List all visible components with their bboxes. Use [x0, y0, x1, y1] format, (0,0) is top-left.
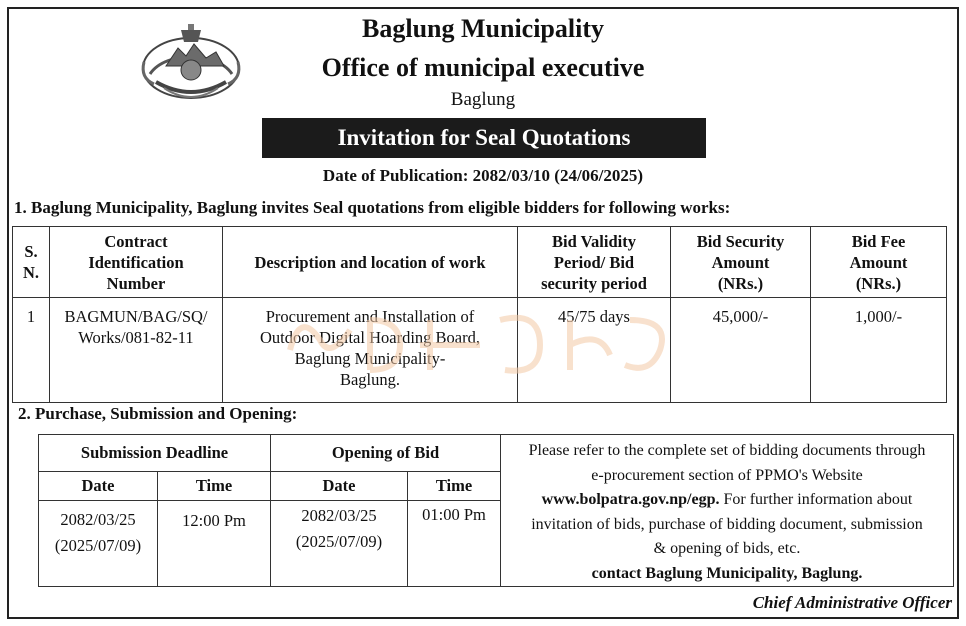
reference-line4: invitation of bids, purchase of bidding document, submission — [531, 515, 923, 533]
submission-header-row — [39, 435, 954, 472]
open-date-label: Date — [271, 471, 408, 500]
sub-date-label: Date — [39, 471, 158, 500]
row-description-line2: Outdoor Digital Hoarding Board, — [260, 328, 480, 347]
col-contract — [50, 227, 223, 298]
row-description-line3: Baglung Municipality- — [294, 349, 446, 368]
row-sn: 1 — [13, 298, 50, 403]
submission-time: 12:00 Pm — [158, 500, 271, 586]
col-validity — [518, 227, 671, 298]
col-contract-line2: Identification — [88, 252, 184, 272]
col-security-line2: Amount — [711, 252, 770, 272]
col-fee-line3: (NRs.) — [855, 273, 902, 293]
reference-line5: & opening of bids, etc. — [653, 540, 801, 557]
website-link[interactable]: www.bolpatra.gov.np/egp. — [541, 491, 720, 508]
row-validity: 45/75 days — [518, 298, 671, 403]
works-table — [12, 226, 947, 403]
col-fee — [811, 227, 947, 298]
opening-heading: Opening of Bid — [271, 435, 501, 472]
submission-date-ad: (2025/07/09) — [54, 535, 142, 555]
row-contract-line2: Works/081-82-11 — [78, 328, 194, 347]
col-validity-line1: Bid Validity — [552, 231, 636, 251]
location-title: Baglung — [450, 89, 516, 110]
works-header-row — [13, 227, 947, 298]
section1-title: 1. Baglung Municipality, Baglung invites Seal quotations from eligible bidders for following works: — [14, 198, 731, 217]
submission-date-bs: 2082/03/25 — [60, 509, 136, 529]
row-description-line4: Baglung. — [339, 370, 401, 389]
col-sn — [13, 227, 50, 298]
col-fee-line2: Amount — [849, 252, 908, 272]
row-description-line1: Procurement and Installation of — [265, 307, 475, 326]
row-fee: 1,000/- — [811, 298, 947, 403]
reference-line1: Please refer to the complete set of bidding documents through — [528, 442, 926, 459]
submission-deadline-heading: Submission Deadline — [39, 435, 271, 472]
table-row — [13, 298, 947, 403]
col-security-line1: Bid Security — [696, 231, 785, 251]
row-description — [223, 298, 518, 403]
col-security-line3: (NRs.) — [717, 273, 764, 293]
signature-title: Chief Administrative Officer — [752, 593, 952, 612]
opening-date-ad: (2025/07/09) — [295, 531, 383, 551]
row-contract-line1: BAGMUN/BAG/SQ/ — [64, 307, 208, 326]
col-fee-line1: Bid Fee — [851, 231, 906, 251]
sub-time-label: Time — [158, 471, 271, 500]
reference-line2: e-procurement section of PPMO's Website — [591, 466, 863, 484]
reference-contact: contact Baglung Municipality, Baglung. — [591, 564, 863, 582]
municipality-title: Baglung Municipality — [362, 14, 604, 43]
submission-table — [38, 434, 954, 587]
section2-title: 2. Purchase, Submission and Opening: — [18, 404, 298, 423]
col-security — [671, 227, 811, 298]
notice-banner: Invitation for Seal Quotations — [262, 118, 706, 158]
publication-date: Date of Publication: 2082/03/10 (24/06/2025) — [322, 166, 644, 185]
col-validity-line2: Period/ Bid — [553, 252, 635, 272]
opening-time: 01:00 Pm — [408, 500, 501, 586]
opening-date — [271, 500, 408, 586]
col-contract-line3: Number — [106, 273, 166, 293]
open-time-label: Time — [408, 471, 501, 500]
row-security: 45,000/- — [671, 298, 811, 403]
submission-date — [39, 500, 158, 586]
col-sn-line2: N. — [22, 263, 40, 282]
row-contract — [50, 298, 223, 403]
col-validity-line3: security period — [541, 273, 647, 293]
office-title: Office of municipal executive — [321, 53, 645, 82]
col-description: Description and location of work — [223, 227, 518, 298]
col-contract-line1: Contract — [104, 231, 168, 251]
reference-cell — [501, 435, 954, 587]
reference-line3: For further information about — [719, 491, 913, 508]
col-sn-line1: S. — [24, 242, 38, 261]
opening-date-bs: 2082/03/25 — [301, 505, 377, 525]
